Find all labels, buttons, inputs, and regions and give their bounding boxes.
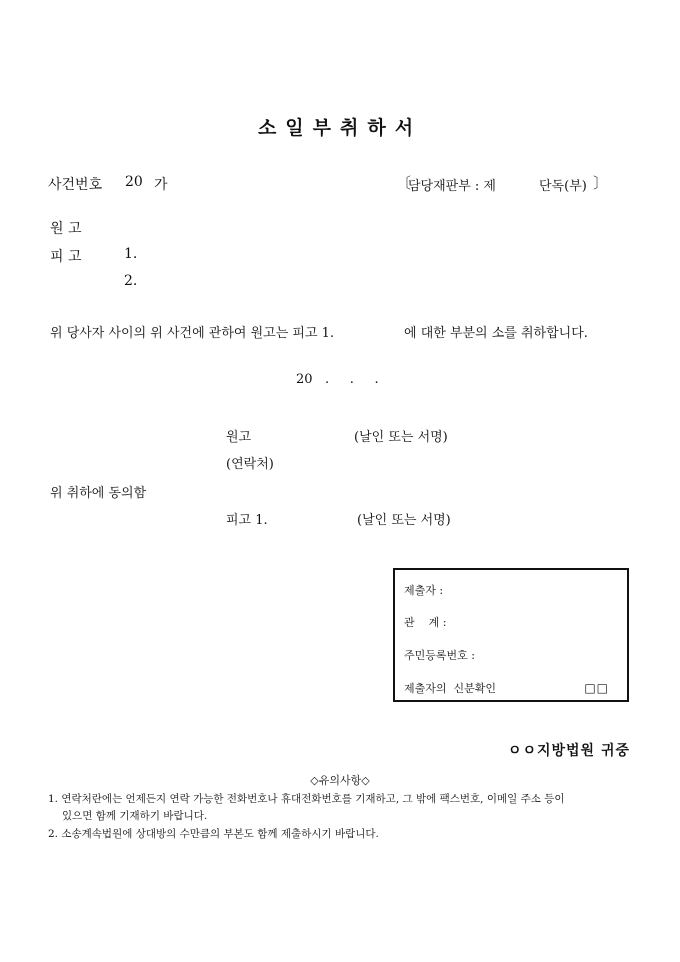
consent-label: 위 취하에 동의함 <box>50 486 147 501</box>
resident-number-label: 주민등록번호 : <box>404 649 475 662</box>
note-2: 2. 소송계속법원에 상대방의 수만큼의 부본도 함께 제출하시기 바랍니다. <box>48 828 379 840</box>
notes-header: ◇유의사항◇ <box>310 774 370 787</box>
submitter-box <box>393 568 629 702</box>
court-bracket-close: 〕 <box>593 174 609 192</box>
relation-label: 관 계 : <box>404 616 447 629</box>
defendant-2-number: 2. <box>124 273 138 289</box>
defendant-seal-note: (날인 또는 서명) <box>357 513 451 528</box>
case-type-char: 가 <box>154 177 168 193</box>
id-check-checkboxes[interactable]: □□ <box>584 681 609 695</box>
defendant-label: 피 고 <box>50 249 82 265</box>
contact-label: (연락처) <box>226 457 274 472</box>
withdrawal-statement-part1: 위 당사자 사이의 위 사건에 관하여 원고는 피고 1. <box>50 326 335 341</box>
id-check-label: 제출자의 신분확인 <box>404 682 497 695</box>
submitter-label: 제출자 : <box>404 584 444 597</box>
case-year-prefix: 20 <box>125 174 143 190</box>
plaintiff-sign-label: 원고 <box>226 430 252 445</box>
note-1-line-2: 있으면 함께 기재하기 바랍니다. <box>62 810 208 822</box>
plaintiff-seal-note: (날인 또는 서명) <box>354 430 448 445</box>
plaintiff-label: 원 고 <box>50 221 82 237</box>
case-number-label: 사건번호 <box>48 177 103 193</box>
defendant-1-number: 1. <box>124 246 138 262</box>
date-line: 20 . . . <box>296 372 379 387</box>
court-single-label: 단독(부) <box>539 179 587 194</box>
withdrawal-statement-part2: 에 대한 부분의 소를 취하합니다. <box>404 326 588 341</box>
court-name: ㅇㅇ지방법원 귀중 <box>507 743 630 759</box>
court-bracket-open: 〔 <box>396 174 412 192</box>
document-title: 소일부취하서 <box>257 117 423 139</box>
court-division-label: 담당재판부 : 제 <box>408 179 496 194</box>
note-1-line-1: 1. 연락처란에는 언제든지 연락 가능한 전화번호나 휴대전화번호를 기재하고, 그 밖에 팩스번호, 이메일 주소 등이 <box>48 793 565 805</box>
defendant-sign-label: 피고 1. <box>226 513 268 528</box>
